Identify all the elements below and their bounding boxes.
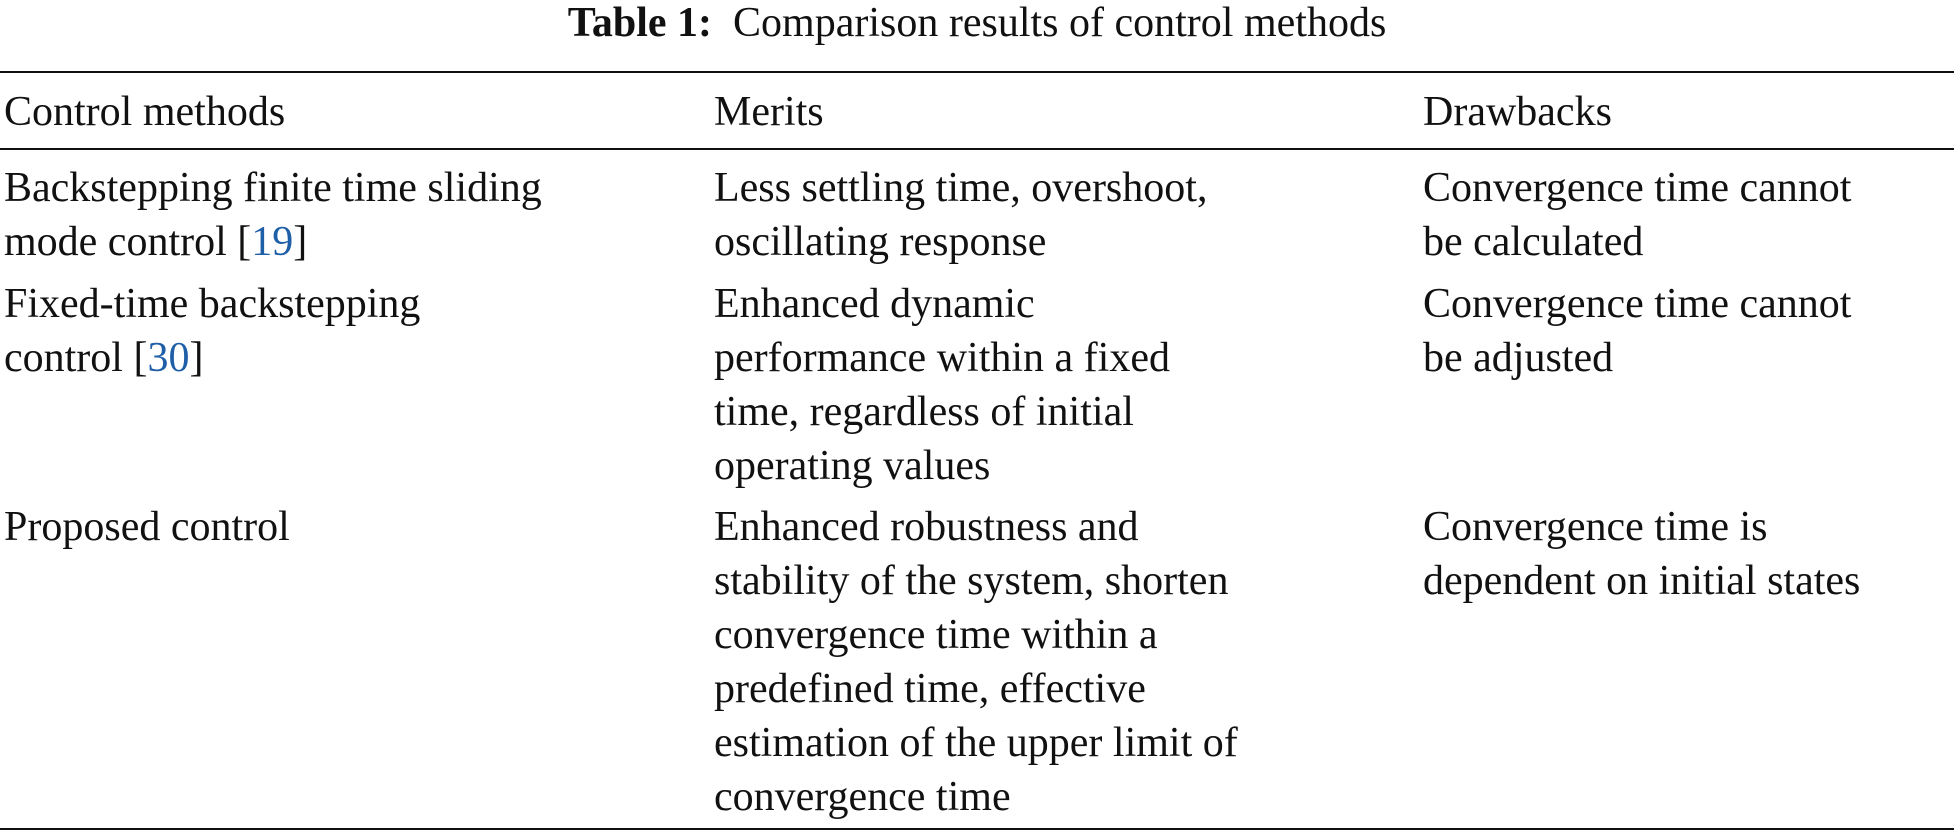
- cell-line: oscillating response: [714, 219, 1047, 265]
- cell-line: stability of the system, shorten: [714, 558, 1229, 604]
- bottom-rule: [0, 828, 1954, 830]
- cell-line: Backstepping finite time sliding: [4, 165, 542, 211]
- table-cell-merits: [714, 161, 1207, 269]
- cell-line: convergence time within a: [714, 612, 1158, 658]
- cell-line: Convergence time is: [1423, 504, 1768, 550]
- header-control-methods: Control methods: [4, 89, 286, 135]
- cell-line: time, regardless of initial: [714, 389, 1134, 435]
- cell-line: dependent on initial states: [1423, 558, 1861, 604]
- table-cell-method: [4, 161, 542, 269]
- cell-line-text: mode control [: [4, 219, 252, 265]
- cell-line: Less settling time, overshoot,: [714, 165, 1208, 211]
- table-cell-method: [4, 500, 290, 554]
- cell-line: estimation of the upper limit of: [714, 720, 1238, 766]
- top-rule: [0, 71, 1954, 73]
- cell-line: Fixed-time backstepping: [4, 281, 421, 327]
- cell-line: convergence time: [714, 774, 1011, 820]
- cell-line: be adjusted: [1423, 335, 1614, 381]
- table-cell-method: [4, 277, 420, 385]
- table-cell-drawbacks: [1423, 500, 1860, 608]
- cell-line: Convergence time cannot: [1423, 281, 1852, 327]
- header-rule: [0, 148, 1954, 150]
- table-caption: [0, 0, 1954, 46]
- cell-line: [4, 331, 420, 385]
- cell-line: predefined time, effective: [714, 666, 1146, 712]
- cell-line-text: control [: [4, 335, 148, 381]
- table-caption-text: Comparison results of control methods: [733, 0, 1387, 46]
- cell-line: performance within a fixed: [714, 335, 1170, 381]
- citation-link[interactable]: 30: [147, 335, 190, 381]
- table-cell-drawbacks: [1423, 161, 1851, 269]
- cell-line: Proposed control: [4, 504, 290, 550]
- citation-bracket: ]: [189, 335, 204, 381]
- table-cell-merits: [714, 500, 1238, 824]
- header-merits: Merits: [714, 89, 824, 135]
- table-caption-label: Table 1:: [567, 0, 713, 46]
- cell-line: operating values: [714, 443, 991, 489]
- cell-line: Enhanced robustness and: [714, 504, 1139, 550]
- header-drawbacks: Drawbacks: [1423, 89, 1612, 135]
- cell-line: Convergence time cannot: [1423, 165, 1852, 211]
- citation-bracket: ]: [293, 219, 308, 265]
- table-cell-drawbacks: [1423, 277, 1851, 385]
- table-cell-merits: [714, 277, 1170, 493]
- cell-line: [4, 215, 542, 269]
- cell-line: Enhanced dynamic: [714, 281, 1035, 327]
- cell-line: be calculated: [1423, 219, 1644, 265]
- citation-link[interactable]: 19: [251, 219, 294, 265]
